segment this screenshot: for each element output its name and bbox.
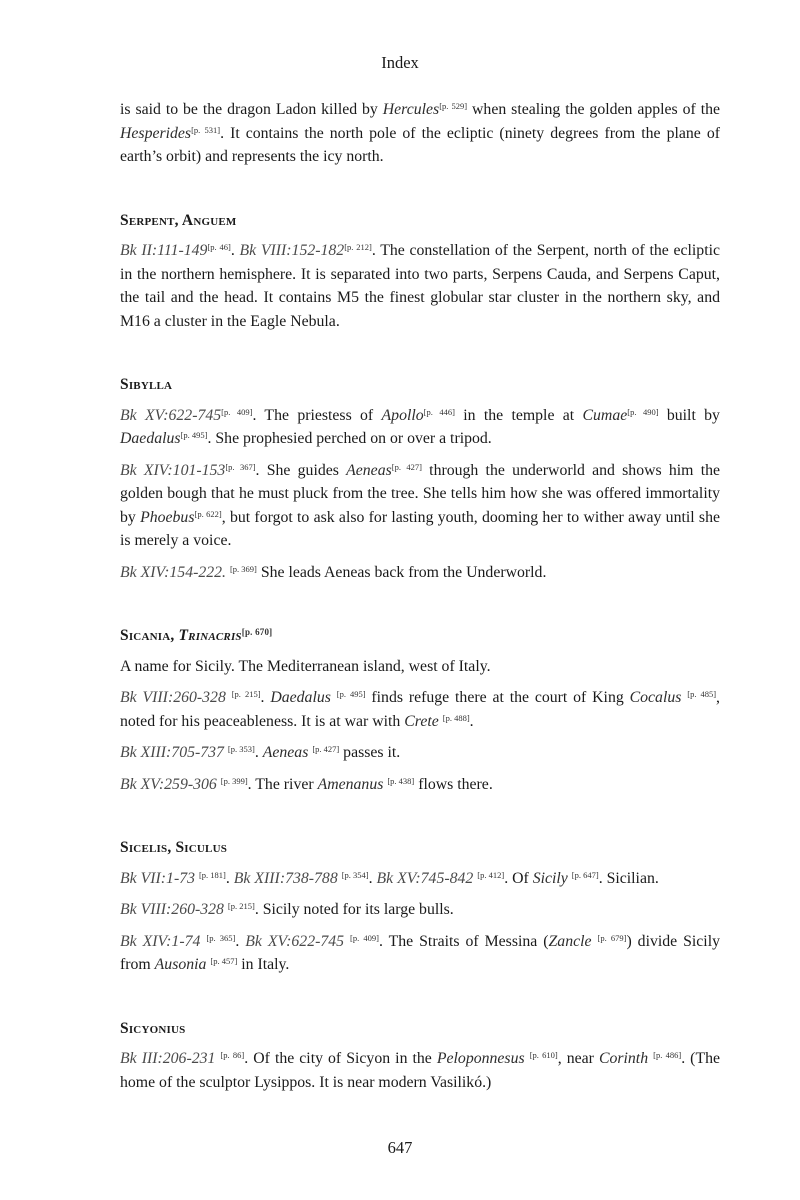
heading-text: Sicania,: [120, 627, 179, 644]
page-ref[interactable]: [p. 181]: [198, 869, 226, 880]
link-hesperides[interactable]: Hesperides: [120, 124, 192, 142]
entry-heading: Sicyonius: [120, 1019, 186, 1037]
entry-paragraph: [120, 867, 720, 891]
entry-paragraph: [120, 404, 720, 451]
text: when stealing the golden apples of the: [467, 101, 721, 118]
text: . Sicilian.: [598, 869, 659, 887]
page-ref[interactable]: [p. 215]: [227, 901, 255, 911]
link-trinacris[interactable]: Trinacris: [178, 627, 242, 644]
book-reference[interactable]: Bk XIV:101-153: [120, 461, 226, 479]
page-ref[interactable]: [p. 531]: [191, 124, 221, 135]
entry-paragraph: [120, 930, 720, 977]
book-reference[interactable]: Bk XV:622-745: [120, 406, 222, 424]
entry-paragraph: [120, 773, 720, 797]
link-crete[interactable]: Crete: [404, 712, 439, 730]
page-ref[interactable]: [p. 354]: [341, 869, 369, 880]
text: .: [368, 869, 377, 887]
text: .: [235, 932, 246, 950]
text: through the underworld and shows him the golden bough that he must pluck from the tree. She tells him how she was offered immortality by: [120, 461, 720, 526]
entry-heading: [120, 624, 720, 648]
text: passes it.: [339, 744, 401, 761]
text: , but forgot to ask also for lasting youth, dooming her to wither away until she is merely a voice.: [120, 508, 720, 549]
text: A name for Sicily. The Mediterranean island, west of Italy.: [120, 657, 491, 675]
entry-paragraph: [120, 239, 720, 333]
entry-paragraph: [120, 655, 720, 679]
book-reference[interactable]: Bk VIII:260-328: [120, 901, 224, 918]
page-ref[interactable]: [p. 622]: [194, 508, 222, 519]
link-ausonia[interactable]: Ausonia: [154, 956, 207, 973]
book-reference[interactable]: Bk VIII:260-328: [120, 689, 226, 706]
link-aeneas[interactable]: Aeneas: [346, 461, 392, 479]
text: ) divide Sicily from: [120, 932, 720, 973]
page-ref[interactable]: [p. 679]: [597, 932, 627, 943]
page-ref[interactable]: [p. 438]: [387, 775, 415, 786]
entry-heading: Serpent, Anguem: [120, 211, 237, 229]
book-reference[interactable]: Bk XV:622-745: [245, 932, 345, 950]
text: , near: [557, 1050, 599, 1067]
book-reference[interactable]: Bk XV:745-842: [376, 869, 474, 887]
link-peloponnesus[interactable]: Peloponnesus: [436, 1050, 525, 1067]
page-ref[interactable]: [p. 427]: [391, 461, 422, 472]
text: in Italy.: [237, 956, 290, 973]
book-reference[interactable]: Bk XIII:705-737: [120, 744, 224, 761]
page-ref[interactable]: [p. 46]: [207, 242, 231, 252]
page-ref[interactable]: [p. 495]: [336, 689, 366, 699]
text: . She prophesied perched on or over a tripod.: [207, 430, 492, 447]
entry-heading: Sicelis, Siculus: [120, 839, 228, 856]
page-ref[interactable]: [p. 427]: [312, 744, 340, 754]
text: . It contains the north pole of the ecliptic (ninety degrees from the plane of earth’s orbit) and represents the icy north.: [120, 124, 720, 165]
page-ref[interactable]: [p. 529]: [439, 101, 468, 111]
text: . She guides: [255, 461, 347, 479]
intro-paragraph: [120, 98, 720, 169]
entry-paragraph: [120, 1047, 720, 1094]
entry-serpent: [120, 209, 720, 334]
text: . The river: [247, 775, 318, 793]
entry-sibylla: [120, 373, 720, 584]
link-daedalus[interactable]: Daedalus: [120, 430, 181, 447]
page-ref[interactable]: [p. 457]: [210, 956, 238, 966]
link-hercules[interactable]: Hercules: [382, 101, 440, 118]
entry-paragraph: [120, 898, 720, 922]
book-reference[interactable]: Bk XV:259-306: [120, 775, 217, 793]
page-ref[interactable]: [p. 495]: [180, 430, 208, 440]
text: flows there.: [414, 775, 493, 793]
page-ref[interactable]: [p. 409]: [221, 406, 253, 417]
text: .: [260, 689, 271, 706]
book-reference[interactable]: Bk II:111-149: [120, 242, 208, 259]
text: . Of: [504, 869, 533, 887]
page-ref[interactable]: [p. 86]: [220, 1050, 245, 1060]
text: She leads Aeneas back from the Underworld.: [256, 563, 547, 581]
book-reference[interactable]: Bk III:206-231: [120, 1050, 216, 1067]
index-content: [120, 98, 720, 1102]
text: built by: [658, 406, 720, 424]
text: . The priestess of: [252, 406, 382, 424]
text: . (The home of the sculptor Lysippos. It is near modern Vasilikó.): [120, 1050, 721, 1091]
entry-sicyonius: [120, 1017, 720, 1095]
entry-paragraph: [120, 741, 720, 765]
link-sicily[interactable]: Sicily: [532, 869, 568, 887]
page-ref[interactable]: [p. 215]: [231, 689, 261, 699]
page-ref[interactable]: [p. 486]: [653, 1050, 682, 1060]
text: . The constellation of the Serpent, north of the ecliptic in the northern hemisphere. It is separated into two parts, Serpens Cauda, and Serpens Caput, the tail and the head. It contains M5 the finest globular star cluster in the northern sky, and M16 a cluster in the Eagle Nebula.: [120, 242, 720, 330]
text: .: [225, 869, 234, 887]
page-ref[interactable]: [p. 446]: [423, 406, 455, 417]
book-reference[interactable]: Bk XIII:738-788: [233, 869, 338, 887]
page-header: Index: [381, 53, 419, 72]
text: .: [469, 712, 474, 730]
page-number: 647: [387, 1138, 413, 1157]
entry-paragraph: [120, 561, 720, 585]
link-phoebus[interactable]: Phoebus: [140, 508, 195, 526]
text: in the temple at: [454, 406, 583, 424]
entry-sicelis: [120, 836, 720, 977]
entry-heading: Sibylla: [120, 376, 173, 393]
page-ref[interactable]: [p. 399]: [220, 775, 248, 786]
text: is said to be the dragon Ladon killed by: [120, 101, 383, 118]
link-amenanus[interactable]: Amenanus: [317, 775, 384, 793]
entry-paragraph: [120, 459, 720, 553]
text: . Of the city of Sicyon in the: [244, 1050, 437, 1067]
page-ref[interactable]: [p. 412]: [477, 869, 505, 880]
page-ref[interactable]: [p. 490]: [627, 406, 659, 417]
link-daedalus[interactable]: Daedalus: [270, 689, 331, 706]
link-aeneas[interactable]: Aeneas: [262, 744, 309, 761]
text: .: [254, 744, 263, 761]
entry-paragraph: [120, 686, 720, 733]
page-ref[interactable]: [p. 670]: [241, 627, 273, 637]
page-ref[interactable]: [p. 409]: [350, 932, 379, 943]
text: , noted for his peaceableness. It is at war with: [120, 689, 720, 730]
page-ref[interactable]: [p. 367]: [225, 461, 256, 472]
link-cumae[interactable]: Cumae: [582, 406, 628, 424]
link-cocalus[interactable]: Cocalus: [629, 689, 682, 706]
page-ref[interactable]: [p. 212]: [344, 242, 372, 252]
link-zancle[interactable]: Zancle: [548, 932, 592, 950]
page-ref[interactable]: [p. 365]: [206, 932, 236, 943]
page-ref[interactable]: [p. 353]: [227, 744, 255, 754]
book-reference[interactable]: Bk XIV:1-74: [120, 932, 201, 950]
page-ref[interactable]: [p. 647]: [571, 869, 599, 880]
link-corinth[interactable]: Corinth: [598, 1050, 649, 1067]
link-apollo[interactable]: Apollo: [381, 406, 424, 424]
page-ref[interactable]: [p. 610]: [529, 1050, 558, 1060]
page-ref[interactable]: [p. 485]: [687, 689, 717, 699]
book-reference[interactable]: Bk VII:1-73: [120, 869, 195, 887]
book-reference[interactable]: Bk VIII:152-182: [239, 242, 345, 259]
page-ref[interactable]: [p. 369]: [229, 563, 257, 574]
text: finds refuge there at the court of King: [365, 689, 630, 706]
entry-sicania: [120, 624, 720, 796]
text: . Sicily noted for its large bulls.: [254, 901, 454, 918]
book-reference[interactable]: Bk XIV:154-222.: [120, 563, 227, 581]
page-ref[interactable]: [p. 488]: [442, 712, 470, 723]
text: . The Straits of Messina (: [378, 932, 549, 950]
text: .: [230, 242, 240, 259]
